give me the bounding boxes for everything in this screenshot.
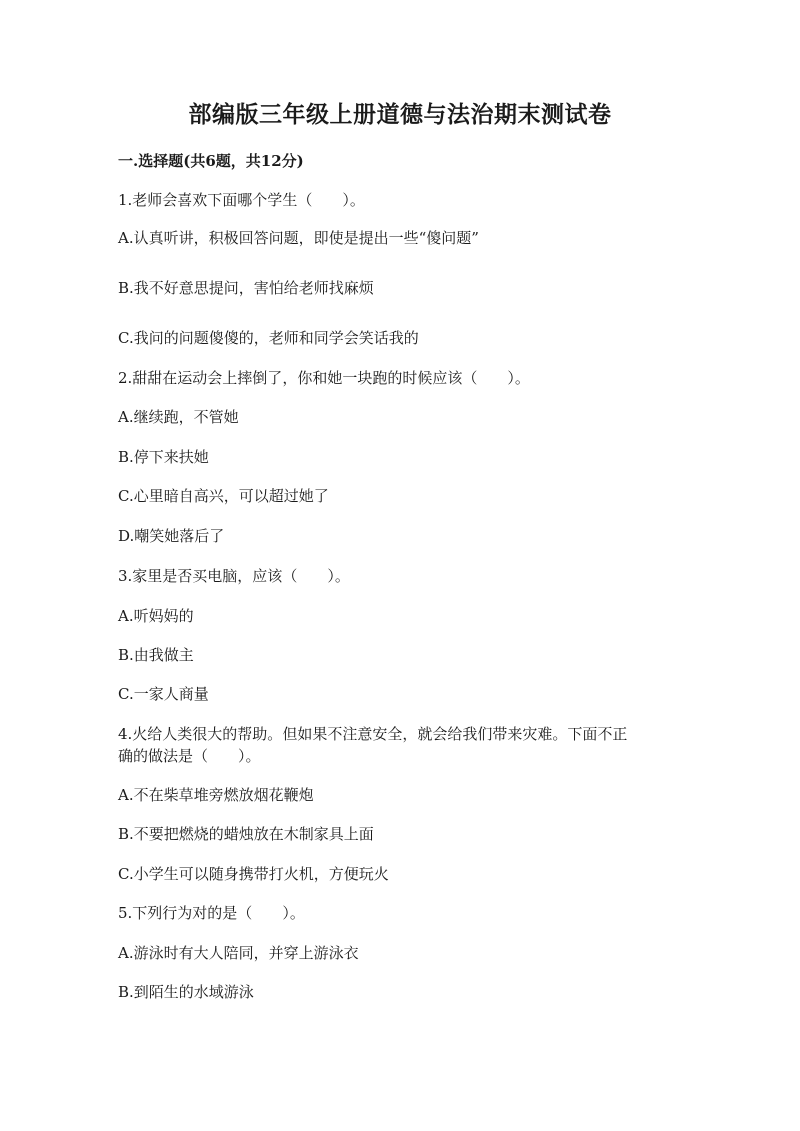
question-4-option-b: B.不要把燃烧的蜡烛放在木制家具上面 <box>118 825 374 843</box>
question-5-option-b: B.到陌生的水域游泳 <box>118 983 254 1001</box>
question-1-option-a: A.认真听讲，积极回答问题，即使是提出一些“傻问题” <box>118 229 479 247</box>
question-2-option-d: D.嘲笑她落后了 <box>118 527 225 545</box>
question-4-option-a: A.不在柴草堆旁燃放烟花鞭炮 <box>118 786 314 804</box>
question-3-option-a: A.听妈妈的 <box>118 607 194 625</box>
section-heading: 一.选择题(共6题，共12分) <box>118 152 304 170</box>
question-3-option-c: C.一家人商量 <box>118 685 209 703</box>
question-2-option-a: A.继续跑，不管她 <box>118 408 239 426</box>
question-4-option-c: C.小学生可以随身携带打火机，方便玩火 <box>118 865 389 883</box>
question-2-stem: 2.甜甜在运动会上摔倒了，你和她一块跑的时候应该（ ）。 <box>118 369 530 387</box>
question-1-stem: 1.老师会喜欢下面哪个学生（ ）。 <box>118 191 365 209</box>
question-3-stem: 3.家里是否买电脑，应该（ ）。 <box>118 567 350 585</box>
question-3-option-b: B.由我做主 <box>118 646 194 664</box>
question-4-stem-line-1: 4.火给人类很大的帮助。但如果不注意安全，就会给我们带来灾难。下面不正 <box>118 725 628 743</box>
question-1-option-c: C.我问的问题傻傻的，老师和同学会笑话我的 <box>118 329 419 347</box>
question-2-option-b: B.停下来扶她 <box>118 448 209 466</box>
exam-title: 部编版三年级上册道德与法治期末测试卷 <box>188 101 612 128</box>
question-1-option-b: B.我不好意思提问，害怕给老师找麻烦 <box>118 279 374 297</box>
question-5-option-a: A.游泳时有大人陪同，并穿上游泳衣 <box>118 944 359 962</box>
question-5-stem: 5.下列行为对的是（ ）。 <box>118 904 305 922</box>
question-4-stem-line-2: 确的做法是（ ）。 <box>118 747 261 765</box>
question-2-option-c: C.心里暗自高兴，可以超过她了 <box>118 487 329 505</box>
